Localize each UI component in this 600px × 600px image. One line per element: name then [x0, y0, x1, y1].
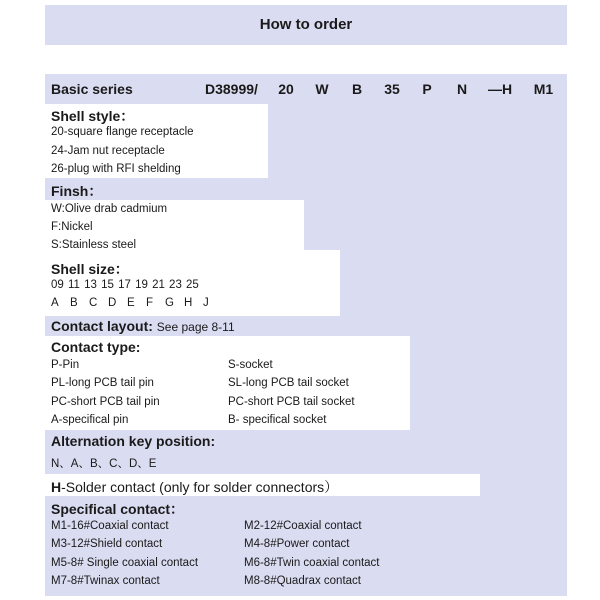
column-solder	[480, 74, 520, 496]
column-shell-size	[340, 74, 374, 316]
shell-size-heading: Shell size：	[51, 261, 129, 277]
specifical-item: M7-8#Twinax contact	[51, 575, 160, 587]
finish-heading: Finsh：	[51, 183, 103, 199]
contact-type-item: S-socket	[228, 359, 273, 371]
contact-type-item: A-specifical pin	[51, 414, 129, 426]
specifical-heading: Specifical contact：	[51, 501, 185, 517]
code-contact-layout: 35	[384, 81, 400, 97]
specifical-item: M8-8#Quadrax contact	[244, 575, 361, 587]
finish-item: F:Nickel	[51, 221, 93, 233]
contact-type-item: B- specifical socket	[228, 414, 327, 426]
finish-item: S:Stainless steel	[51, 239, 137, 251]
shell-style-item: 20-square flange receptacle	[51, 126, 194, 138]
alternation-heading: Alternation key position:	[51, 433, 216, 449]
code-alternation: N	[456, 81, 468, 97]
shell-size-letter: A	[51, 297, 59, 309]
shell-size-letter: G	[165, 297, 174, 309]
contact-layout-row	[51, 318, 235, 334]
contact-type-item: PL-long PCB tail pin	[51, 377, 154, 389]
contact-type-item: P-Pin	[51, 359, 80, 371]
series-code: D38999/	[205, 81, 258, 97]
code-specifical: M1	[533, 81, 554, 97]
specifical-item: M2-12#Coaxial contact	[244, 520, 362, 532]
column-contact-layout	[374, 74, 410, 336]
shell-style-item: 24-Jam nut receptacle	[51, 145, 165, 157]
code-solder: —H	[487, 81, 513, 97]
solder-letter: H	[51, 479, 62, 495]
shell-size-letter: F	[146, 297, 154, 309]
contact-type-item: SL-long PCB tail socket	[228, 377, 349, 389]
shell-size-numbers: 09 11 13 15 17 19 21 23 25	[51, 279, 199, 291]
column-alternation	[444, 74, 480, 474]
contact-type-item: PC-short PCB tail socket	[228, 396, 355, 408]
shell-size-letter: H	[184, 297, 193, 309]
column-specifical	[520, 74, 567, 596]
alternation-items: N、A、B、C、D、E	[51, 458, 157, 470]
code-shell-size: B	[351, 81, 363, 97]
shell-size-letter: J	[203, 297, 209, 309]
contact-layout-heading: Contact layout:	[51, 318, 153, 334]
shell-size-letter: E	[127, 297, 135, 309]
specifical-item: M4-8#Power contact	[244, 538, 350, 550]
solder-row	[51, 477, 338, 497]
code-shell-style: 20	[278, 81, 294, 97]
shell-style-item: 26-plug with RFI shelding	[51, 163, 181, 175]
finish-item: W:Olive drab cadmium	[51, 203, 168, 215]
contact-layout-note: See page 8-11	[156, 320, 235, 334]
column-contact-type	[410, 74, 444, 430]
specifical-item: M6-8#Twin coaxial contact	[244, 557, 380, 569]
shell-size-letters	[51, 297, 222, 309]
specifical-item: M1-16#Coaxial contact	[51, 520, 169, 532]
contact-type-item: PC-short PCB tail pin	[51, 396, 160, 408]
code-finish: W	[315, 81, 329, 97]
shell-size-letter: C	[89, 297, 98, 309]
page-title: How to order	[259, 16, 353, 33]
code-contact-type: P	[422, 81, 432, 97]
specifical-item: M3-12#Shield contact	[51, 538, 163, 550]
shell-style-heading: Shell style：	[51, 108, 135, 124]
specifical-item: M5-8# Single coaxial contact	[51, 557, 199, 569]
basic-series-label: Basic series	[51, 81, 133, 97]
solder-text: -Solder contact (only for solder connectors）	[61, 479, 339, 495]
contact-type-heading: Contact type:	[51, 339, 141, 355]
shell-size-letter: D	[108, 297, 117, 309]
shell-size-letter: B	[70, 297, 78, 309]
